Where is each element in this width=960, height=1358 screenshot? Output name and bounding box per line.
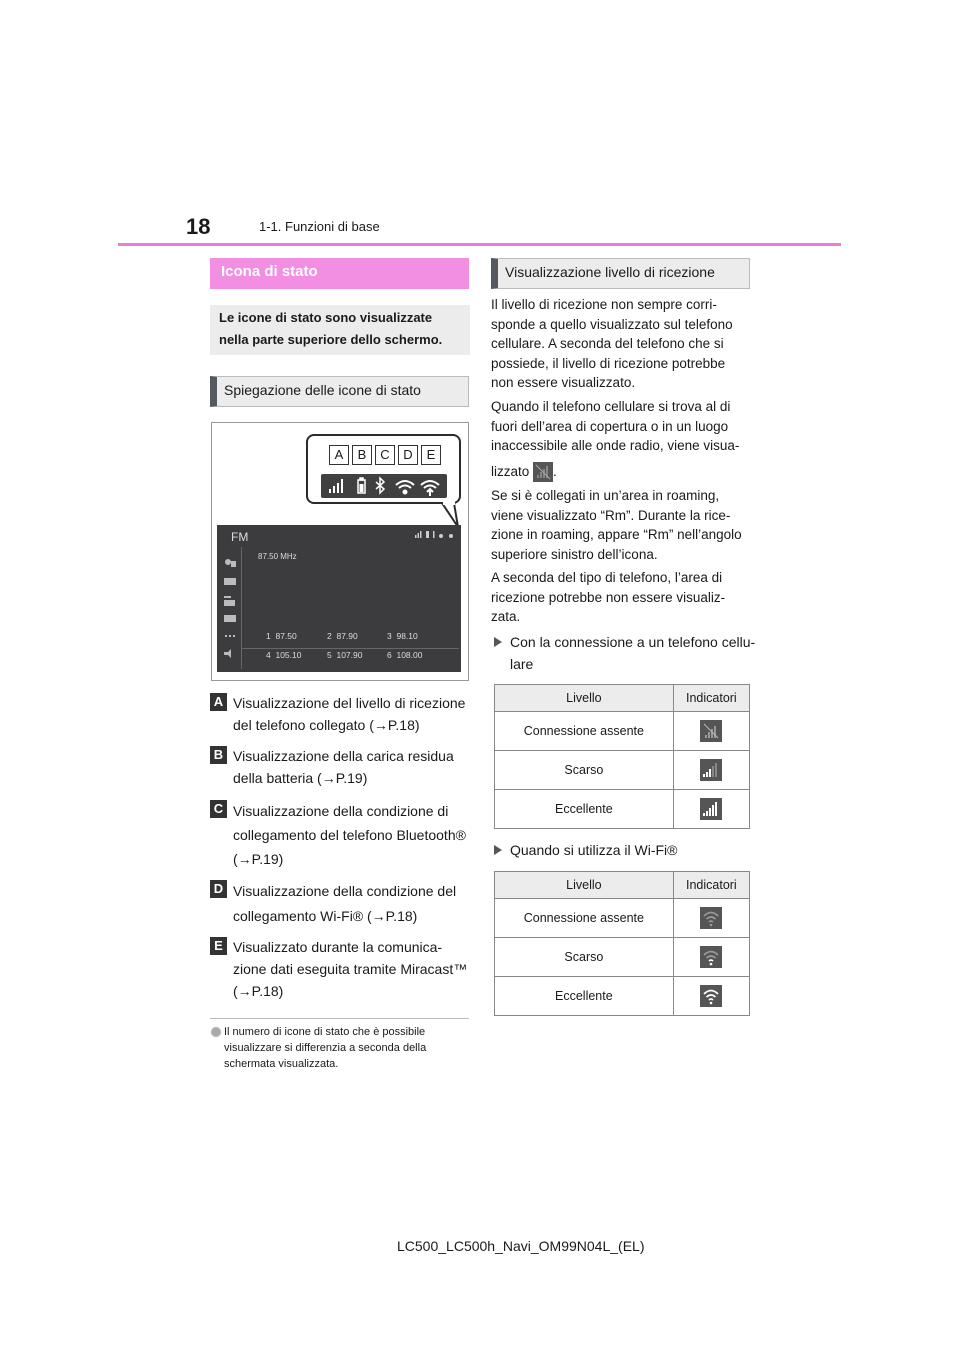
table-row: Connessione assente xyxy=(495,712,750,751)
subheading-status-icons: Spiegazione delle icone di stato xyxy=(210,376,469,407)
preset-1[interactable]: 1 87.50 xyxy=(266,631,297,641)
note-text: Il numero di icone di stato che è possibile visualizzare si differenzia a seconda della schermata visualizzata. xyxy=(224,1026,427,1070)
label-a: A xyxy=(210,693,227,711)
callout-letter-a: A xyxy=(329,445,349,465)
table-row: Eccellente xyxy=(495,977,750,1016)
item-c-text: Visualizzazione della condizione di collegamento del telefono Bluetooth® (→P.19) xyxy=(233,803,466,867)
callout-letter-d: D xyxy=(398,445,418,465)
chapter-title: 1-1. Funzioni di base xyxy=(259,219,380,234)
wifi-full-icon xyxy=(700,985,722,1007)
item-d-text: Visualizzazione della condizione del collegamento Wi-Fi® (→P.18) xyxy=(233,883,457,924)
paragraph-2: Quando il telefono cellulare si trova al di fuori dell’area di copertura o in un luogo inaccessibile alle onde radio, viene visua- lizzato . xyxy=(491,397,749,482)
preset-6[interactable]: 6 108.00 xyxy=(387,650,423,660)
table-row: Scarso xyxy=(495,751,750,790)
wifi-off-icon xyxy=(700,907,722,929)
head-unit-screen xyxy=(217,525,461,672)
item-e-text: Visualizzato durante la comunica- zione dati eseguita tramite Miracast™ (→P.18) xyxy=(233,939,468,999)
bullet-1-text: Con la connessione a un telefono cellu- lare xyxy=(510,634,756,672)
table-row: Connessione assente xyxy=(495,899,750,938)
table2-header-indicators: Indicatori xyxy=(673,872,749,899)
label-d: D xyxy=(210,880,227,898)
bullet-triangle-icon xyxy=(494,845,502,855)
no-signal-icon xyxy=(700,720,722,742)
footer-code: LC500_LC500h_Navi_OM99N04L_(EL) xyxy=(397,1238,645,1254)
label-e: E xyxy=(210,937,227,955)
screen-status-icons xyxy=(413,529,459,539)
no-signal-inline-icon xyxy=(533,462,553,482)
table-row: Scarso xyxy=(495,938,750,977)
signal-full-icon xyxy=(700,798,722,820)
callout-letter-b: B xyxy=(352,445,372,465)
bullet-2-text: Quando si utilizza il Wi-Fi® xyxy=(510,842,678,858)
signal-low-icon xyxy=(700,759,722,781)
bullet-triangle-icon xyxy=(494,637,502,647)
screen-mode: FM xyxy=(231,530,249,544)
table1-header-level: Livello xyxy=(495,685,674,712)
screen-frequency: 87.50 MHz xyxy=(258,552,297,561)
callout-pointer xyxy=(212,423,470,533)
wifi-level-table xyxy=(494,871,750,1016)
header-rule xyxy=(118,243,841,246)
subheading-reception-level: Visualizzazione livello di ricezione xyxy=(491,258,750,289)
callout-letter-e: E xyxy=(421,445,441,465)
paragraph-1: Il livello di ricezione non sempre corri- sponde a quello visualizzato sul telefono cellulare. A seconda del telefono che si possiede, il livello di ricezione potrebbe non essere visualizzato. xyxy=(491,297,733,390)
label-b: B xyxy=(210,746,227,764)
wifi-low-icon xyxy=(700,946,722,968)
note-divider xyxy=(210,1018,469,1019)
table1-header-indicators: Indicatori xyxy=(673,685,749,712)
item-a-text: Visualizzazione del livello di ricezione del telefono collegato (→P.18) xyxy=(233,695,466,733)
note-bullet-icon xyxy=(211,1027,221,1037)
section-title: Icona di stato xyxy=(210,258,469,289)
paragraph-3: Se si è collegati in un’area in roaming, viene visualizzato “Rm”. Durante la rice- zione in roaming, appare “Rm” nell’angolo superiore sinistro dell’icona. xyxy=(491,488,742,562)
preset-2[interactable]: 2 87.90 xyxy=(327,631,358,641)
table-row: Eccellente xyxy=(495,790,750,829)
cellular-level-table xyxy=(494,684,750,829)
preset-5[interactable]: 5 107.90 xyxy=(327,650,363,660)
preset-4[interactable]: 4 105.10 xyxy=(266,650,302,660)
item-b-text: Visualizzazione della carica residua della batteria (→P.19) xyxy=(233,748,454,786)
callout-letter-c: C xyxy=(375,445,395,465)
paragraph-4: A seconda del tipo di telefono, l’area di ricezione potrebbe non essere visualiz- zata. xyxy=(491,570,726,624)
status-icon-figure xyxy=(211,422,469,681)
preset-3[interactable]: 3 98.10 xyxy=(387,631,418,641)
table2-header-level: Livello xyxy=(495,872,674,899)
label-c: C xyxy=(210,800,227,818)
screen-side-menu xyxy=(220,553,240,663)
intro-box: Le icone di stato sono visualizzate nella parte superiore dello schermo. xyxy=(210,305,470,355)
page-number: 18 xyxy=(186,214,211,239)
